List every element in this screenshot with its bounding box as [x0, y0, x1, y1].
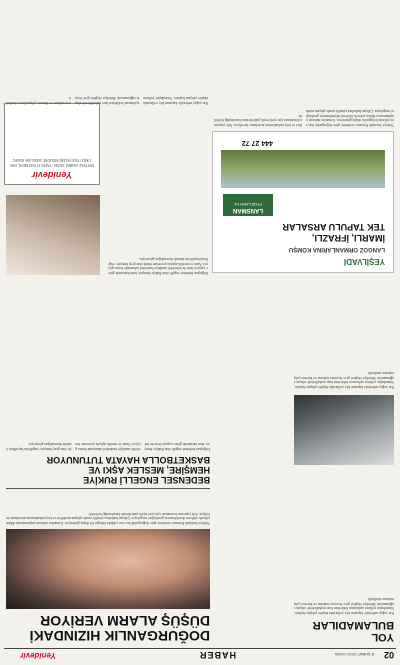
column-text-3: Türkiye İstatistik Kurumu verilerine göre doğurganlık hızı son yıllarda belirgin bir düşüş gösteriyor. Uzmanlar nüfusun yaşlanmasına dikkat çekerek ailelerin desteklenmesi gerektiğini vurguluyor. Çalışan kadınlara yönelik esnek çalışma modelleri ve kreş imkanlarının artırılması öneriliyor. Aile yapısının korunması için yeni teşvik paketlerinin hazırlandığı belirtildi. — [214, 109, 394, 127]
section-label: HABER — [198, 650, 236, 660]
sport-story — [6, 285, 210, 485]
real-estate-advert — [212, 131, 394, 273]
top-story — [294, 473, 394, 643]
sport-headline-line-2: HEMŞİRE, MESLEK AŞKI VE — [88, 465, 210, 475]
column-text-1: Kar yağışı nedeniyle kapanan köy yollarında ekipler çalışma başlattı. Vatandaşlar yolların açılmasını beklerken bazı mahallelerde ulaşım sağlanamadı. Belediye ekipleri gece boyunca tuzlama ve küreme çalışmalarını sürdürdü. — [294, 371, 394, 389]
nurse-photo — [6, 195, 100, 275]
masthead — [4, 648, 396, 661]
sport-headline-line-3: BASKETBOLLA HAYATA TUTUNUYOR — [46, 455, 210, 465]
page-number: 02 — [383, 650, 394, 660]
top-story-body: Kar yağışı nedeniyle kapanan köy yollarında ekipler çalışma başlattı. Vatandaşlar yolların açılmasını beklerken bazı mahallelerde ulaşım sağlanamadı. Belediye ekipleri gece boyunca tuzlama ve küreme çalışmalarını sürdürdü. — [294, 597, 394, 615]
main-headline-line-1: DOĞURGANLIK HIZINDAKİ — [29, 628, 210, 644]
main-headline-line-2: DÜŞÜŞ ALARM VERİYOR — [40, 613, 210, 629]
column-text-2: Doğuştan bedensel engelli olan Rukiye hemşire, hem hastanede görev yapıyor hem de tekerlekli sandalye basketbol takımında forma giyiyor. Azmi ve meslek aşkıyla çevresine örnek olan genç hemşire, engellerin hayallerin önünde durmadığını gösteriyor. — [108, 257, 208, 275]
publisher-text: İMTİYAZ SAHİBİ, GENEL YAYIN YÖNETMENİ, SORUMLU YAZI İŞLERİ MÜDÜRÜ, REKLAM, BASKI — [10, 158, 94, 167]
column-text-4: Kar yağışı nedeniyle kapanan köy yollarında ekipler çalışma başlattı. Vatandaşlar yolların açılmasını beklerken bazı mahallelerde ulaşım sağlanamadı. Belediye ekipleri gece boyunca tuzlama ve küreme çalışmalarını sürdürdü. — [6, 96, 208, 105]
publisher-brand: Yenidevir — [31, 170, 73, 180]
advert-line-1: LANGOZ ORMANLARINA KOMŞU — [288, 246, 385, 252]
divider — [6, 488, 210, 489]
brand-logo: Yenidevir — [20, 651, 56, 660]
lansman-badge — [223, 194, 273, 216]
badge-line-2: FİYATLARIYLA — [234, 202, 262, 207]
advert-line-2: İMARLI, İFRAZLI, — [312, 233, 385, 243]
snow-photo — [294, 395, 394, 465]
main-story-body: Türkiye İstatistik Kurumu verilerine göre doğurganlık hızı son yıllarda belirgin bir düşüş gösteriyor. Uzmanlar nüfusun yaşlanmasına dikkat çekerek ailelerin desteklenmesi gerektiğini vurguluyor. Çalışan kadınlara yönelik esnek çalışma modelleri ve kreş imkanlarının artırılması öneriliyor. Aile yapısının korunması için yeni teşvik paketlerinin hazırlandığı belirtildi. — [6, 511, 210, 525]
issue-date: 8 ŞUBAT 2019 CUMA — [334, 652, 374, 657]
advert-line-3: TEK TAPULU ARSALAR — [282, 222, 385, 232]
advert-photo — [221, 150, 385, 188]
main-story — [6, 493, 210, 643]
top-story-headline: YOL BULAMADILAR — [312, 619, 394, 643]
publisher-box — [4, 103, 100, 185]
advert-phone: 444 27 72 — [241, 139, 273, 146]
sport-headline-line-1: BEDENSEL ENGELLİ RUKİYE — [83, 475, 210, 485]
sport-story-body: Doğuştan bedensel engelli olan Rukiye hemşire, hem hastanede görev yapıyor hem de tekerlekli sandalye basketbol takımında forma giyiyor. Azmi ve meslek aşkıyla çevresine örnek olan genç hemşire, engellerin hayallerin önünde durmadığını gösteriyor. — [6, 442, 210, 451]
hands-photo — [6, 529, 210, 609]
advert-brand: YEŞİLVADİ — [343, 257, 385, 266]
badge-line-1: LANSMAN — [233, 207, 263, 213]
